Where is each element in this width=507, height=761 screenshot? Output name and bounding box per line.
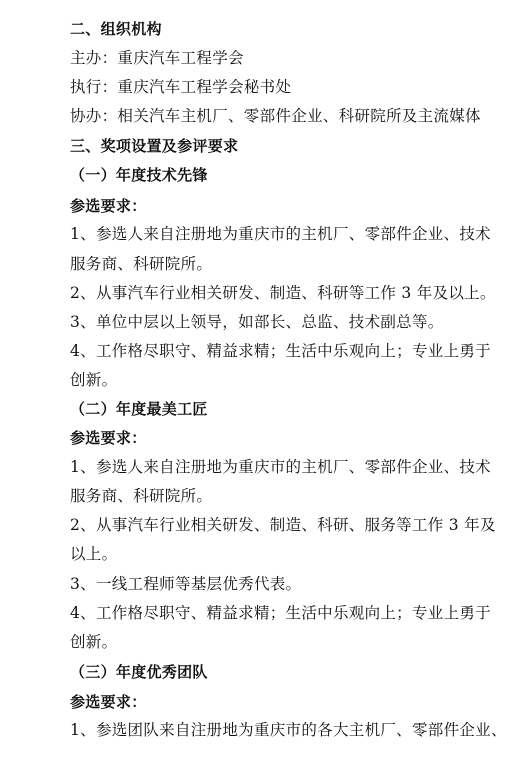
requirement-item: 3、一线工程师等基层优秀代表。 xyxy=(70,575,302,593)
award-title-tech-pioneer: （一）年度技术先锋 xyxy=(70,166,208,184)
host-line: 主办：重庆汽车工程学会 xyxy=(70,49,244,67)
requirement-item: 1、参选人来自注册地为重庆市的主机厂、零部件企业、技术 xyxy=(70,225,491,243)
requirement-item-continued: 服务商、科研院所。 xyxy=(70,255,213,273)
requirement-item-continued: 创新。 xyxy=(70,371,118,389)
requirement-item: 4、工作格尽职守、精益求精；生活中乐观向上；专业上勇于 xyxy=(70,342,491,360)
requirement-item: 2、从事汽车行业相关研发、制造、科研、服务等工作 3 年及 xyxy=(70,516,496,534)
award-title-team: （三）年度优秀团队 xyxy=(70,663,208,681)
requirements-label: 参选要求： xyxy=(70,197,147,215)
requirement-item-continued: 以上。 xyxy=(70,545,118,563)
requirement-item: 3、单位中层以上领导，如部长、总监、技术副总等。 xyxy=(70,313,444,331)
requirement-item: 4、工作格尽职守、精益求精；生活中乐观向上；专业上勇于 xyxy=(70,604,491,622)
requirements-label: 参选要求： xyxy=(70,693,147,711)
requirement-item: 1、参选团队来自注册地为重庆市的各大主机厂、零部件企业、 xyxy=(70,721,507,739)
requirement-item: 1、参选人来自注册地为重庆市的主机厂、零部件企业、技术 xyxy=(70,458,491,476)
cohost-line: 协办：相关汽车主机厂、零部件企业、科研院所及主流媒体 xyxy=(70,107,481,125)
section-heading-awards: 三、奖项设置及参评要求 xyxy=(70,137,239,155)
executor-line: 执行：重庆汽车工程学会秘书处 xyxy=(70,78,292,96)
requirement-item-continued: 创新。 xyxy=(70,633,118,651)
requirements-label: 参选要求： xyxy=(70,429,147,447)
section-heading-organization: 二、组织机构 xyxy=(70,20,162,38)
requirement-item: 2、从事汽车行业相关研发、制造、科研等工作 3 年及以上。 xyxy=(70,284,496,302)
requirement-item-continued: 服务商、科研院所。 xyxy=(70,487,213,505)
award-title-craftsman: （二）年度最美工匠 xyxy=(70,400,208,418)
